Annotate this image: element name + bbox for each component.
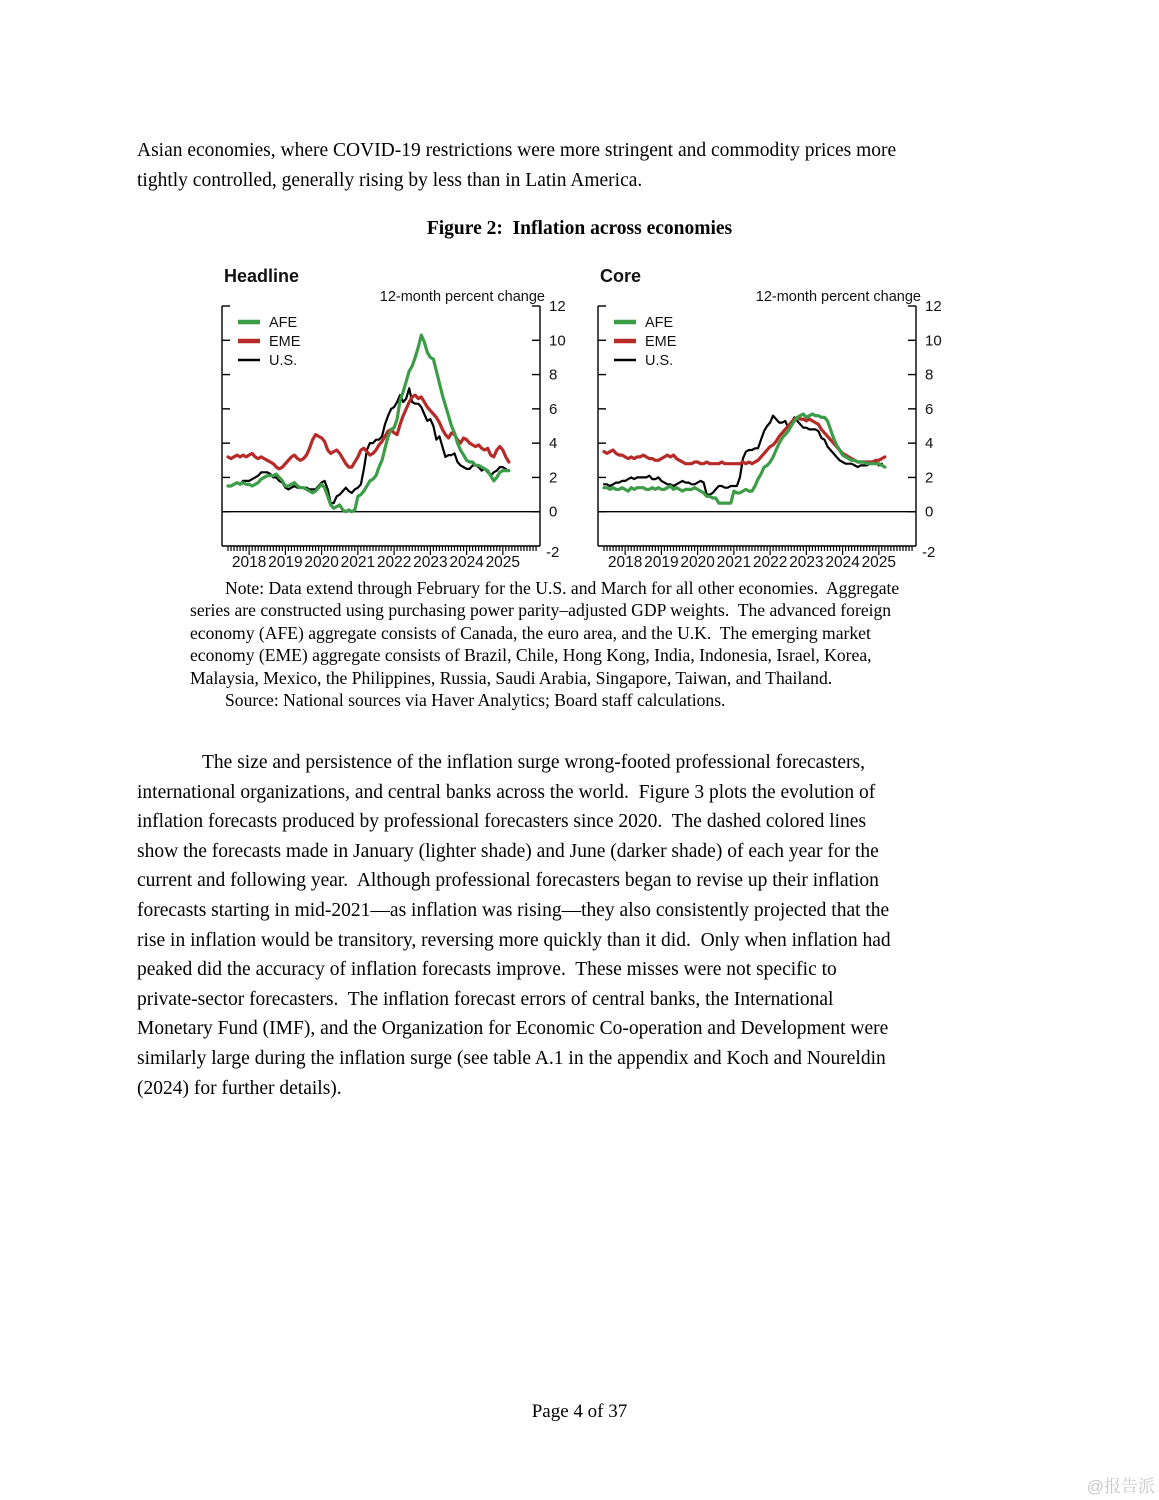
x-tick-label: 2023 bbox=[413, 554, 448, 571]
x-tick-label: 2018 bbox=[231, 554, 267, 571]
headline-chart bbox=[195, 252, 575, 592]
page-number: Page 4 of 37 bbox=[531, 1401, 628, 1422]
text-line: Source: National sources via Haver Analytics; Board staff calculations. bbox=[225, 690, 726, 711]
figure-note bbox=[190, 577, 899, 711]
y-tick-label: 6 bbox=[925, 400, 934, 418]
y-tick-label: 8 bbox=[925, 366, 934, 384]
x-tick-label: 2025 bbox=[485, 554, 521, 571]
watermark: @报告派 bbox=[1086, 1477, 1155, 1496]
legend-label: AFE bbox=[269, 315, 298, 331]
x-tick-label: 2025 bbox=[861, 554, 897, 571]
text-line: rise in inflation would be transitory, reversing more quickly than it did. Only when inflation had bbox=[137, 929, 891, 951]
text-line: private-sector forecasters. The inflation forecast errors of central banks, the International bbox=[137, 988, 834, 1010]
y-tick-label: -2 bbox=[546, 544, 560, 561]
y-tick-label: 6 bbox=[549, 400, 558, 418]
text-line: economy (AFE) aggregate consists of Canada, the euro area, and the U.K. The emerging market bbox=[190, 622, 871, 643]
text-line: inflation forecasts produced by professional forecasters since 2020. The dashed colored lines bbox=[137, 811, 867, 833]
x-tick-label: 2019 bbox=[268, 554, 303, 571]
x-tick-label: 2023 bbox=[789, 554, 824, 571]
text-line: Asian economies, where COVID-19 restrictions were more stringent and commodity prices more bbox=[137, 140, 897, 161]
x-tick-label: 2019 bbox=[644, 554, 679, 571]
x-tick-label: 2024 bbox=[449, 554, 484, 571]
text-line: Malaysia, Mexico, the Philippines, Russia, Saudi Arabia, Singapore, Taiwan, and Thailand. bbox=[190, 667, 833, 688]
text-line: forecasts starting in mid-2021—as inflation was rising—they also consistently projected that the bbox=[137, 899, 890, 921]
x-tick-label: 2021 bbox=[340, 554, 376, 571]
x-tick-label: 2022 bbox=[752, 554, 788, 571]
y-tick-label: 4 bbox=[925, 435, 934, 453]
headline-chart-svg bbox=[195, 252, 575, 592]
text-line: The size and persistence of the inflation surge wrong-footed professional forecasters, bbox=[202, 752, 865, 773]
figure-title: Figure 2: Inflation across economies bbox=[426, 218, 733, 239]
axis-unit-label: 12-month percent change bbox=[379, 289, 545, 305]
y-tick-label: 0 bbox=[549, 503, 558, 521]
legend-label: U.S. bbox=[645, 353, 674, 369]
text-line: tightly controlled, generally rising by less than in Latin America. bbox=[137, 169, 643, 191]
y-tick-label: 10 bbox=[549, 332, 566, 350]
y-tick-label: 8 bbox=[549, 366, 558, 384]
y-tick-label: 12 bbox=[549, 298, 566, 315]
y-tick-label: 0 bbox=[925, 503, 934, 521]
chart-title: Headline bbox=[224, 266, 300, 286]
y-tick-label: 10 bbox=[925, 332, 942, 350]
y-tick-label: 12 bbox=[925, 298, 942, 315]
axis-unit-label: 12-month percent change bbox=[755, 289, 921, 305]
body-paragraph bbox=[137, 748, 891, 1103]
core-chart bbox=[571, 252, 951, 592]
x-tick-label: 2024 bbox=[825, 554, 860, 571]
y-tick-label: 4 bbox=[549, 435, 558, 453]
x-tick-label: 2018 bbox=[607, 554, 643, 571]
y-tick-label: 2 bbox=[925, 469, 934, 487]
text-line: similarly large during the inflation surge (see table A.1 in the appendix and Koch and Noureldin bbox=[137, 1047, 886, 1069]
y-tick-label: -2 bbox=[922, 544, 936, 561]
text-line: international organizations, and central banks across the world. Figure 3 plots the evolution of bbox=[137, 781, 876, 803]
legend-label: EME bbox=[645, 334, 677, 350]
text-line: peaked did the accuracy of inflation forecasts improve. These misses were not specific to bbox=[137, 959, 837, 981]
chart-title: Core bbox=[600, 266, 642, 286]
legend-label: AFE bbox=[645, 315, 674, 331]
text-line: current and following year. Although professional forecasters began to revise up their inflation bbox=[137, 870, 879, 892]
x-tick-label: 2021 bbox=[716, 554, 752, 571]
legend-label: U.S. bbox=[269, 353, 298, 369]
top-paragraph bbox=[137, 136, 896, 195]
text-line: Note: Data extend through February for the U.S. and March for all other economies. Aggregate bbox=[225, 578, 900, 598]
core-chart-svg bbox=[571, 252, 951, 592]
text-line: (2024) for further details). bbox=[137, 1077, 342, 1099]
legend-label: EME bbox=[269, 334, 301, 350]
x-tick-label: 2022 bbox=[376, 554, 412, 571]
y-tick-label: 2 bbox=[549, 469, 558, 487]
text-line: series are constructed using purchasing power parity–adjusted GDP weights. The advanced foreign bbox=[190, 600, 892, 621]
text-line: Monetary Fund (IMF), and the Organization for Economic Co-operation and Development were bbox=[137, 1018, 889, 1040]
text-line: show the forecasts made in January (lighter shade) and June (darker shade) of each year for the bbox=[137, 840, 879, 862]
text-line: economy (EME) aggregate consists of Brazil, Chile, Hong Kong, India, Indonesia, Israel, Korea, bbox=[190, 645, 872, 666]
x-tick-label: 2020 bbox=[680, 554, 715, 571]
x-tick-label: 2020 bbox=[304, 554, 339, 571]
